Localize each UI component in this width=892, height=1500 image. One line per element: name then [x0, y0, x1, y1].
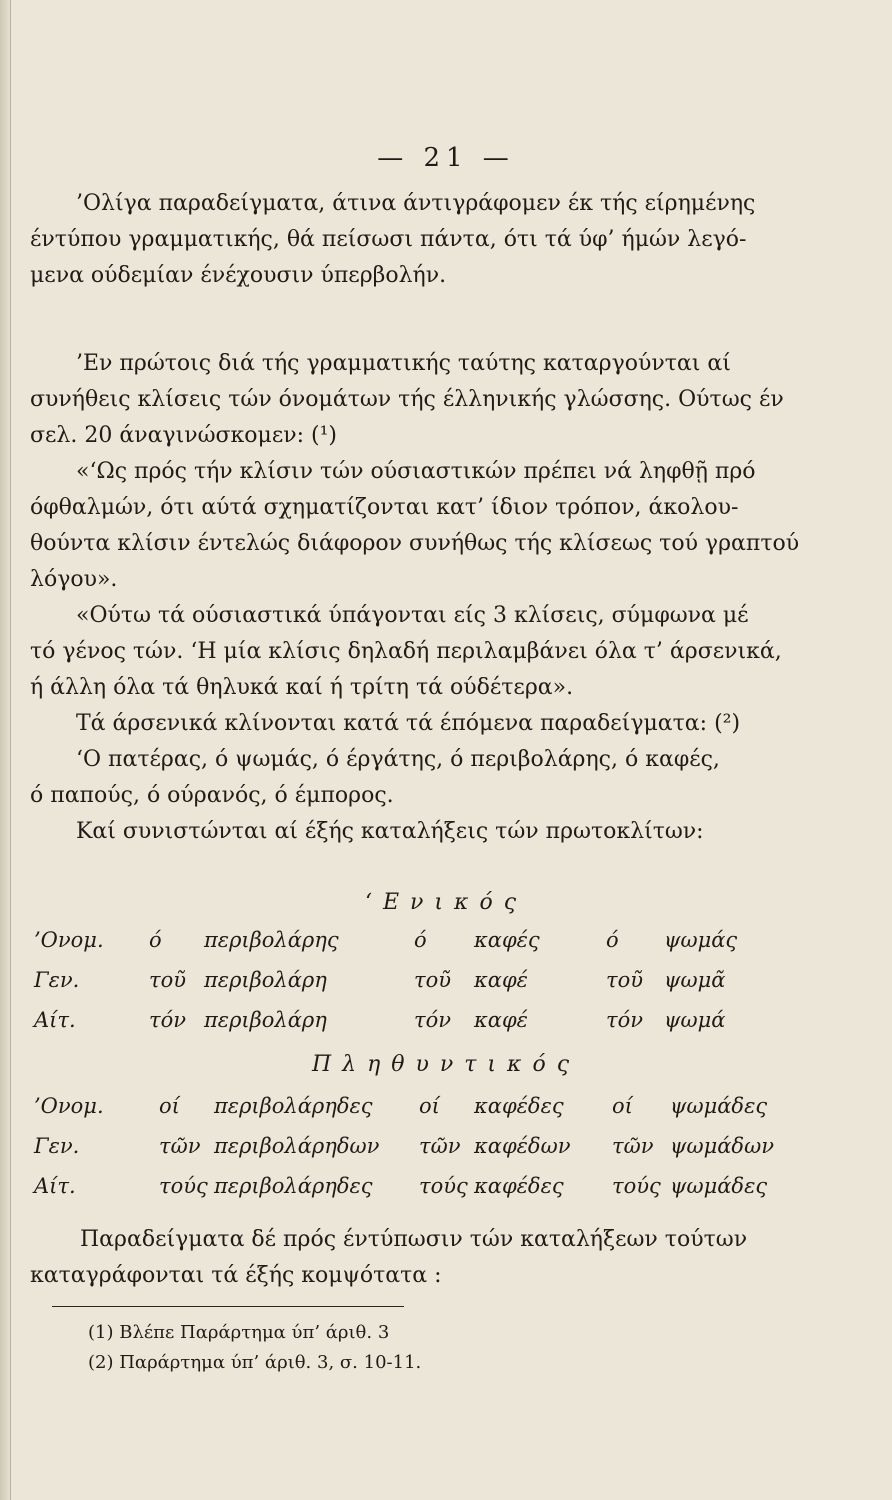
article: οί: [159, 1094, 180, 1118]
quote-line: όφθαλμών, ότι αύτά σχηματίζονται κατ’ ίδιον τρόπον, άκολου-: [30, 495, 739, 520]
noun-form: καφέ: [474, 1008, 528, 1032]
text-line: ό παπούς, ό ούρανός, ό έμπορος.: [30, 783, 394, 808]
text-line: Καί συνιστώνται αί έξής καταλήξεις τών πρωτοκλίτων:: [76, 819, 704, 844]
case-label: ’Ονομ.: [34, 1094, 104, 1118]
noun-form: ψωμάδες: [670, 1174, 768, 1198]
noun-form: περιβολάρης: [204, 928, 339, 952]
article: τοῦ: [149, 968, 187, 992]
table-row: [34, 1004, 814, 1044]
text-line: ’Εν πρώτοις διά τής γραμματικής ταύτης καταργούνται αί: [76, 351, 731, 376]
article: τούς: [419, 1174, 468, 1198]
noun-form: ψωμάδες: [670, 1094, 768, 1118]
article: ό: [414, 928, 427, 952]
article: τοῦ: [414, 968, 452, 992]
paragraph-body: [30, 346, 830, 850]
case-label: Γεν.: [34, 968, 80, 992]
noun-form: ψωμάς: [664, 928, 738, 952]
footnote: (2) Παράρτημα ύπ’ άριθ. 3, σ. 10-11.: [88, 1352, 422, 1373]
paragraph-closing: [30, 1222, 830, 1294]
noun-form: περιβολάρηδες: [214, 1174, 373, 1198]
quote-line: λόγου».: [30, 567, 118, 592]
text-line: ‘Ο πατέρας, ό ψωμάς, ό έργάτης, ό περιβολάρης, ό καφές,: [76, 747, 720, 772]
noun-form: περιβολάρη: [204, 968, 327, 992]
text-line: Παραδείγματα δέ πρός έντύπωσιν τών καταλήξεων τούτων: [80, 1227, 748, 1252]
noun-form: περιβολάρηδες: [214, 1094, 373, 1118]
article: τῶν: [419, 1134, 461, 1158]
table-row: [34, 924, 814, 964]
singular-title: ‘Ενικός: [364, 890, 528, 915]
text-line: Τά άρσενικά κλίνονται κατά τά έπόμενα παραδείγματα: (²): [76, 711, 741, 736]
table-row: [34, 1170, 814, 1210]
noun-form: περιβολάρη: [204, 1008, 327, 1032]
quote-line: ή άλλη όλα τά θηλυκά καί ή τρίτη τά ούδέτερα».: [30, 675, 574, 700]
article: οί: [612, 1094, 633, 1118]
table-row: [34, 1090, 814, 1130]
article: οί: [419, 1094, 440, 1118]
noun-form: καφέδες: [474, 1094, 564, 1118]
noun-form: καφές: [474, 928, 540, 952]
footnotes: [88, 1318, 421, 1378]
plural-table: [34, 1090, 814, 1210]
table-row: [34, 1130, 814, 1170]
noun-form: περιβολάρηδων: [214, 1134, 380, 1158]
article: τῶν: [159, 1134, 201, 1158]
noun-form: καφέδων: [474, 1134, 571, 1158]
article: τῶν: [612, 1134, 654, 1158]
article: τούς: [612, 1174, 661, 1198]
plural-title: Πληθυντικός: [311, 1052, 581, 1077]
paragraph-intro: [30, 186, 830, 294]
footnote-divider: [52, 1306, 404, 1307]
page-edge: [0, 0, 11, 1500]
noun-form: ψωμάδων: [670, 1134, 774, 1158]
noun-form: καφέδες: [474, 1174, 564, 1198]
article: τοῦ: [606, 968, 644, 992]
quote-line: «‘Ως πρός τήν κλίσιν τών ούσιαστικών πρέπει νά ληφθῇ πρό: [76, 459, 756, 484]
article: ό: [149, 928, 162, 952]
article: ό: [606, 928, 619, 952]
text-line: σελ. 20 άναγινώσκομεν: (¹): [30, 423, 337, 448]
case-label: Γεν.: [34, 1134, 80, 1158]
article: τόν: [606, 1008, 644, 1032]
article: τόν: [414, 1008, 452, 1032]
text-line: έντύπου γραμματικής, θά πείσωσι πάντα, ότι τά ύφ’ ήμών λεγό-: [30, 227, 747, 252]
footnote: (1) Βλέπε Παράρτημα ύπ’ άριθ. 3: [88, 1322, 390, 1343]
case-label: Αίτ.: [34, 1174, 76, 1198]
case-label: ’Ονομ.: [34, 928, 104, 952]
quote-line: θούντα κλίσιν έντελώς διάφορον συνήθως τής κλίσεως τού γραπτού: [30, 531, 800, 556]
page-number: — 21 —: [377, 143, 515, 173]
text-line: μενα ούδεμίαν ένέχουσιν ύπερβολήν.: [30, 263, 447, 288]
article: τούς: [159, 1174, 208, 1198]
singular-table: [34, 924, 814, 1044]
noun-form: ψωμᾶ: [664, 968, 726, 992]
text-line: συνήθεις κλίσεις τών όνομάτων τής έλληνικής γλώσσης. Ούτως έν: [30, 387, 784, 412]
table-row: [34, 964, 814, 1004]
quote-line: τό γένος τών. ‘Η μία κλίσις δηλαδή περιλαμβάνει όλα τ’ άρσενικά,: [30, 639, 782, 664]
text-line: καταγράφονται τά έξής κομψότατα :: [30, 1263, 442, 1288]
quote-line: «Ούτω τά ούσιαστικά ύπάγονται είς 3 κλίσεις, σύμφωνα μέ: [76, 603, 749, 628]
case-label: Αίτ.: [34, 1008, 76, 1032]
noun-form: ψωμά: [664, 1008, 726, 1032]
article: τόν: [149, 1008, 187, 1032]
noun-form: καφέ: [474, 968, 528, 992]
text-line: ’Ολίγα παραδείγματα, άτινα άντιγράφομεν έκ τής είρημένης: [76, 191, 756, 216]
